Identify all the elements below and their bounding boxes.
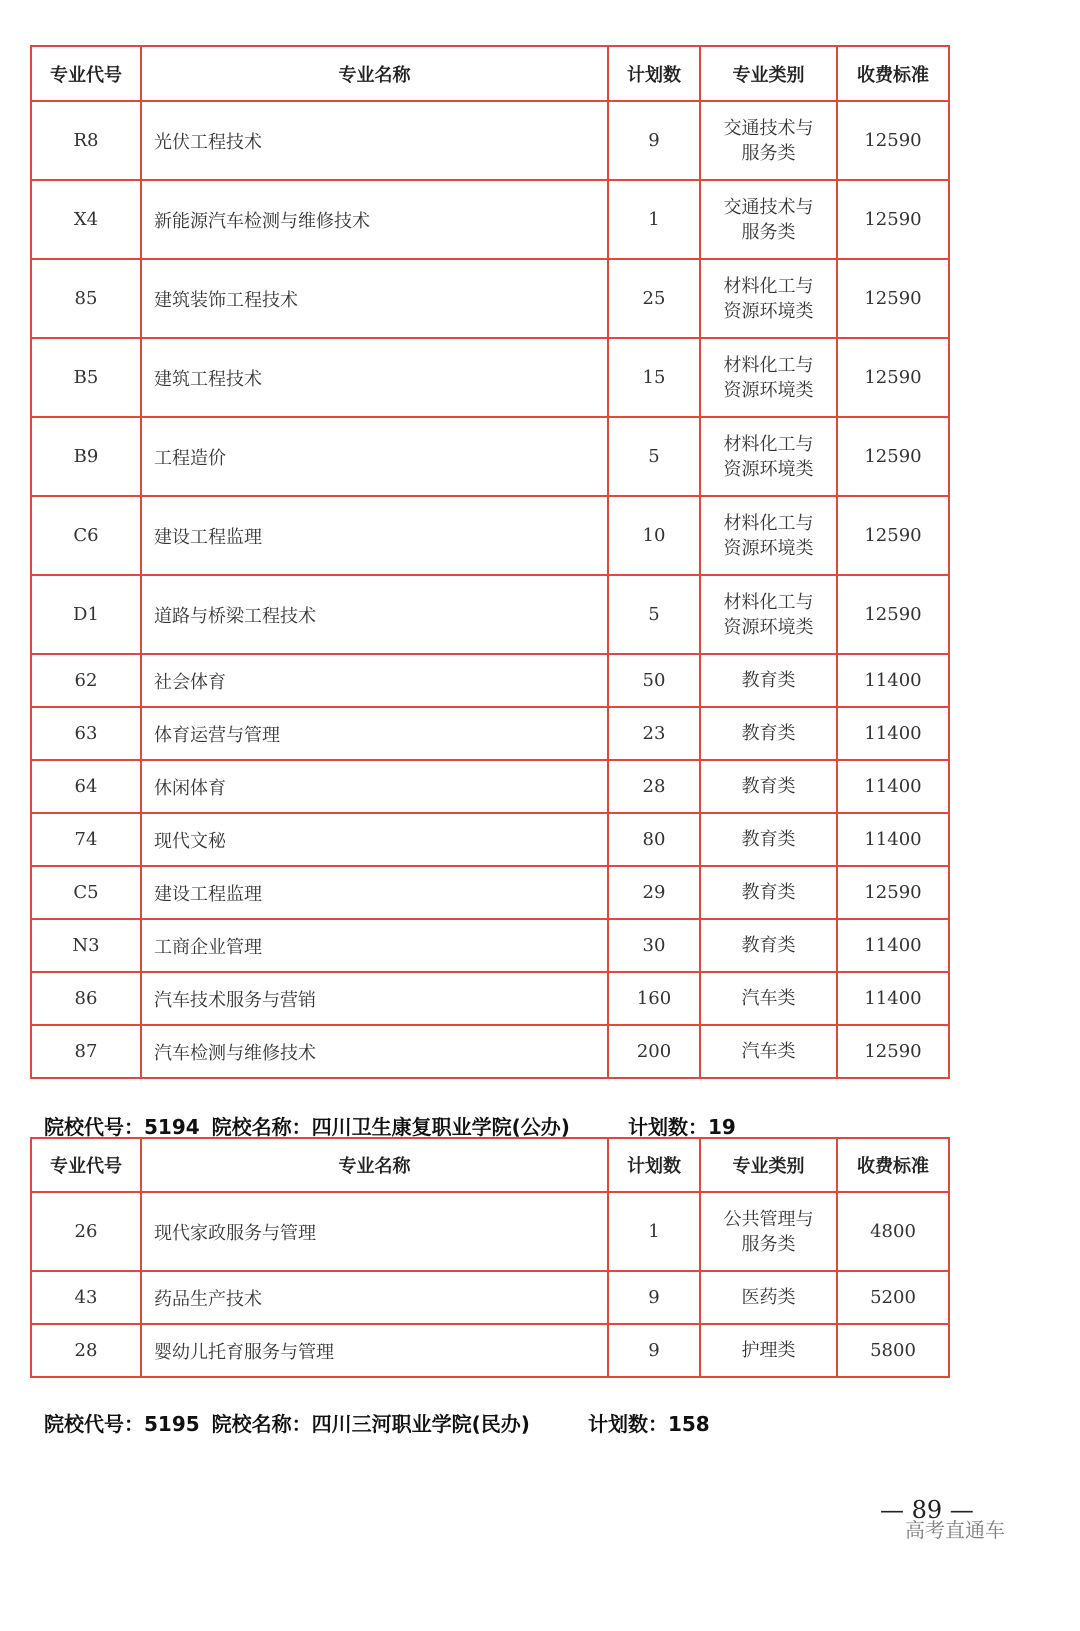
major-category: 汽车类 bbox=[700, 972, 837, 1025]
major-category: 材料化工与 资源环境类 bbox=[700, 496, 837, 575]
major-code: D1 bbox=[31, 575, 141, 654]
major-category: 教育类 bbox=[700, 707, 837, 760]
fee-standard: 12590 bbox=[837, 259, 949, 338]
major-category: 材料化工与 资源环境类 bbox=[700, 575, 837, 654]
major-name: 社会体育 bbox=[141, 654, 608, 707]
plan-count: 1 bbox=[608, 1192, 700, 1271]
major-name: 汽车技术服务与营销 bbox=[141, 972, 608, 1025]
table-row bbox=[31, 259, 949, 338]
table-row bbox=[31, 417, 949, 496]
major-name: 体育运营与管理 bbox=[141, 707, 608, 760]
major-category: 医药类 bbox=[700, 1271, 837, 1324]
major-name: 现代文秘 bbox=[141, 813, 608, 866]
major-name: 休闲体育 bbox=[141, 760, 608, 813]
fee-standard: 11400 bbox=[837, 813, 949, 866]
plan-count: 1 bbox=[608, 180, 700, 259]
major-category: 教育类 bbox=[700, 919, 837, 972]
plan-count: 9 bbox=[608, 101, 700, 180]
table-row bbox=[31, 866, 949, 919]
plan-count: 9 bbox=[608, 1324, 700, 1377]
major-code: 62 bbox=[31, 654, 141, 707]
table-row bbox=[31, 654, 949, 707]
major-name: 光伏工程技术 bbox=[141, 101, 608, 180]
table-row bbox=[31, 496, 949, 575]
table-row bbox=[31, 575, 949, 654]
major-category: 交通技术与 服务类 bbox=[700, 101, 837, 180]
school-plan-count: 计划数：158 bbox=[587, 1412, 710, 1436]
fee-standard: 5800 bbox=[837, 1324, 949, 1377]
plan-count: 5 bbox=[608, 417, 700, 496]
major-name: 新能源汽车检测与维修技术 bbox=[141, 180, 608, 259]
major-code: 43 bbox=[31, 1271, 141, 1324]
fee-standard: 4800 bbox=[837, 1192, 949, 1271]
page-number: — 89 — bbox=[880, 1496, 974, 1524]
fee-standard: 12590 bbox=[837, 866, 949, 919]
major-category: 教育类 bbox=[700, 760, 837, 813]
fee-standard: 11400 bbox=[837, 919, 949, 972]
major-code: R8 bbox=[31, 101, 141, 180]
major-code: 64 bbox=[31, 760, 141, 813]
major-code: C5 bbox=[31, 866, 141, 919]
school-code: 院校代号：5195 bbox=[44, 1412, 200, 1436]
plan-count: 80 bbox=[608, 813, 700, 866]
major-category: 材料化工与 资源环境类 bbox=[700, 417, 837, 496]
major-code: X4 bbox=[31, 180, 141, 259]
table-row bbox=[31, 1025, 949, 1078]
major-code: 26 bbox=[31, 1192, 141, 1271]
table-row bbox=[31, 1324, 949, 1377]
major-category: 公共管理与 服务类 bbox=[700, 1192, 837, 1271]
major-code: 28 bbox=[31, 1324, 141, 1377]
major-name: 建设工程监理 bbox=[141, 496, 608, 575]
school-info-5195 bbox=[44, 1408, 710, 1437]
major-category: 教育类 bbox=[700, 813, 837, 866]
table-row bbox=[31, 972, 949, 1025]
header-fee-standard: 收费标准 bbox=[837, 1138, 949, 1192]
plan-count: 29 bbox=[608, 866, 700, 919]
header-major-code: 专业代号 bbox=[31, 46, 141, 101]
plan-count: 28 bbox=[608, 760, 700, 813]
enrollment-table-2 bbox=[30, 1137, 950, 1378]
table-header-row bbox=[31, 46, 949, 101]
enrollment-table-1 bbox=[30, 45, 950, 1079]
major-name: 现代家政服务与管理 bbox=[141, 1192, 608, 1271]
fee-standard: 11400 bbox=[837, 707, 949, 760]
fee-standard: 11400 bbox=[837, 972, 949, 1025]
major-code: 74 bbox=[31, 813, 141, 866]
table-header-row bbox=[31, 1138, 949, 1192]
fee-standard: 12590 bbox=[837, 417, 949, 496]
table-row bbox=[31, 180, 949, 259]
major-name: 建筑装饰工程技术 bbox=[141, 259, 608, 338]
fee-standard: 11400 bbox=[837, 654, 949, 707]
plan-count: 9 bbox=[608, 1271, 700, 1324]
plan-count: 200 bbox=[608, 1025, 700, 1078]
major-code: N3 bbox=[31, 919, 141, 972]
major-category: 教育类 bbox=[700, 654, 837, 707]
fee-standard: 12590 bbox=[837, 180, 949, 259]
fee-standard: 12590 bbox=[837, 1025, 949, 1078]
school-plan-count: 计划数：19 bbox=[627, 1115, 736, 1139]
major-name: 建筑工程技术 bbox=[141, 338, 608, 417]
school-code: 院校代号：5194 bbox=[44, 1115, 200, 1139]
fee-standard: 12590 bbox=[837, 496, 949, 575]
watermark: 高考直通车 bbox=[905, 1518, 1005, 1542]
major-category: 护理类 bbox=[700, 1324, 837, 1377]
school-name: 院校名称：四川卫生康复职业学院(公办) bbox=[211, 1115, 570, 1139]
header-plan-count: 计划数 bbox=[608, 1138, 700, 1192]
major-category: 材料化工与 资源环境类 bbox=[700, 259, 837, 338]
major-name: 工程造价 bbox=[141, 417, 608, 496]
fee-standard: 12590 bbox=[837, 575, 949, 654]
fee-standard: 5200 bbox=[837, 1271, 949, 1324]
major-name: 工商企业管理 bbox=[141, 919, 608, 972]
school-name: 院校名称：四川三河职业学院(民办) bbox=[211, 1412, 530, 1436]
major-code: C6 bbox=[31, 496, 141, 575]
header-major-name: 专业名称 bbox=[141, 46, 608, 101]
header-fee-standard: 收费标准 bbox=[837, 46, 949, 101]
fee-standard: 11400 bbox=[837, 760, 949, 813]
plan-count: 30 bbox=[608, 919, 700, 972]
major-name: 汽车检测与维修技术 bbox=[141, 1025, 608, 1078]
major-code: 87 bbox=[31, 1025, 141, 1078]
major-name: 药品生产技术 bbox=[141, 1271, 608, 1324]
major-category: 汽车类 bbox=[700, 1025, 837, 1078]
header-major-category: 专业类别 bbox=[700, 46, 837, 101]
plan-count: 5 bbox=[608, 575, 700, 654]
plan-count: 10 bbox=[608, 496, 700, 575]
table-row bbox=[31, 338, 949, 417]
table-row bbox=[31, 1192, 949, 1271]
plan-count: 15 bbox=[608, 338, 700, 417]
header-plan-count: 计划数 bbox=[608, 46, 700, 101]
major-name: 婴幼儿托育服务与管理 bbox=[141, 1324, 608, 1377]
table-row bbox=[31, 707, 949, 760]
table-row bbox=[31, 101, 949, 180]
major-code: 86 bbox=[31, 972, 141, 1025]
major-category: 材料化工与 资源环境类 bbox=[700, 338, 837, 417]
table-row bbox=[31, 919, 949, 972]
fee-standard: 12590 bbox=[837, 338, 949, 417]
plan-count: 25 bbox=[608, 259, 700, 338]
school-info-5194 bbox=[44, 1111, 736, 1140]
major-category: 教育类 bbox=[700, 866, 837, 919]
major-code: B5 bbox=[31, 338, 141, 417]
table-row bbox=[31, 813, 949, 866]
fee-standard: 12590 bbox=[837, 101, 949, 180]
header-major-category: 专业类别 bbox=[700, 1138, 837, 1192]
major-code: 63 bbox=[31, 707, 141, 760]
header-major-name: 专业名称 bbox=[141, 1138, 608, 1192]
major-name: 道路与桥梁工程技术 bbox=[141, 575, 608, 654]
table-row bbox=[31, 760, 949, 813]
plan-count: 50 bbox=[608, 654, 700, 707]
major-category: 交通技术与 服务类 bbox=[700, 180, 837, 259]
major-name: 建设工程监理 bbox=[141, 866, 608, 919]
major-code: 85 bbox=[31, 259, 141, 338]
header-major-code: 专业代号 bbox=[31, 1138, 141, 1192]
major-code: B9 bbox=[31, 417, 141, 496]
plan-count: 160 bbox=[608, 972, 700, 1025]
table-row bbox=[31, 1271, 949, 1324]
plan-count: 23 bbox=[608, 707, 700, 760]
